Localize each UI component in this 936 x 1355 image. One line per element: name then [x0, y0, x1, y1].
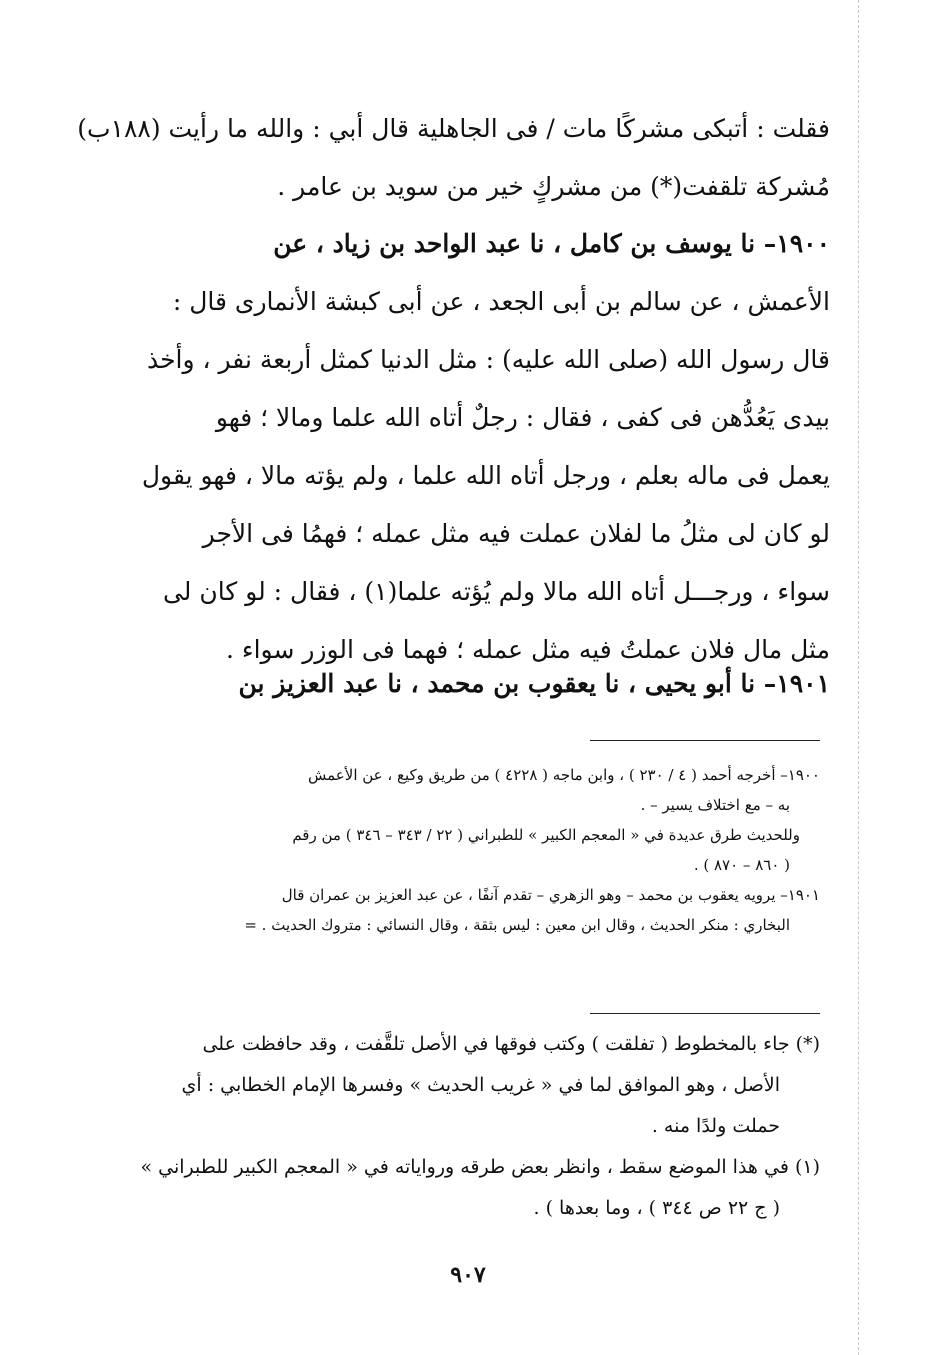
text-line: قال رسول الله (صلى الله عليه) : مثل الدنيا كمثل أربعة نفر ، وأخذ	[146, 345, 830, 374]
takhrij-footnotes	[120, 760, 820, 940]
notes-separator	[590, 1013, 820, 1014]
page-number: ٩٠٧	[450, 1262, 486, 1288]
text-line: فقلت : أتبكى مشركًا مات / فى الجاهلية قال أبي : والله ما رأيت (١٨٨ب)	[77, 114, 830, 143]
footnote-line: به – مع اختلاف يسير – .	[640, 796, 790, 814]
text-line: مُشركة تلقفت(*) من مشركٍ خير من سويد بن عامر .	[277, 172, 830, 201]
page-edge-line	[858, 0, 859, 1355]
text-line: مثل مال فلان عملتُ فيه مثل عمله ؛ فهما فى الوزر سواء .	[225, 635, 830, 664]
text-line: سواء ، ورجـــل أتاه الله مالا ولم يُؤته علما(١) ، فقال : لو كان لى	[162, 577, 830, 606]
hadith-1900	[40, 215, 830, 679]
footnote-line: البخاري : منكر الحديث ، وقال ابن معين : ليس بثقة ، وقال النسائي : متروك الحديث . =	[244, 916, 790, 934]
text-line: الأعمش ، عن سالم بن أبى الجعد ، عن أبى كبشة الأنمارى قال :	[172, 287, 830, 316]
footnote-line: ( ٨٦٠ – ٨٧٠ ) .	[693, 856, 790, 874]
text-line: يعمل فى ماله بعلم ، ورجل أتاه الله علما ، ولم يؤته مالا ، فهو يقول	[141, 461, 830, 490]
continuation-text	[40, 100, 830, 216]
hadith-1901	[40, 655, 830, 713]
note-line: (*) جاء بالمخطوط ( تفلقت ) وكتب فوقها في الأصل تلقَّفت ، وقد حافظت على	[202, 1033, 820, 1055]
note-line: حملت ولدًا منه .	[651, 1115, 780, 1137]
footnote-line: وللحديث طرق عديدة في « المعجم الكبير » للطبراني ( ٢٢ / ٣٤٣ – ٣٤٦ ) من رقم	[292, 826, 800, 844]
footnote-line: ١٩٠١– يرويه يعقوب بن محمد – وهو الزهري – تقدم آنفًا ، عن عبد العزيز بن عمران قال	[281, 886, 820, 904]
hadith-1901-isnad-line: ١٩٠١– نا أبو يحيى ، نا يعقوب بن محمد ، نا عبد العزيز بن	[238, 669, 830, 698]
editor-notes	[100, 1024, 820, 1229]
note-line: الأصل ، وهو الموافق لما في « غريب الحديث » وفسرها الإمام الخطابي : أي	[181, 1074, 780, 1096]
note-line: (١) في هذا الموضع سقط ، وانظر بعض طرقه ورواياته في « المعجم الكبير للطبراني »	[140, 1156, 820, 1178]
footnote-line: ١٩٠٠– أخرجه أحمد ( ٤ / ٢٣٠ ) ، وابن ماجه ( ٤٢٢٨ ) من طريق وكيع ، عن الأعمش	[308, 766, 820, 784]
hadith-1900-isnad-line: ١٩٠٠– نا يوسف بن كامل ، نا عبد الواحد بن زياد ، عن	[273, 229, 830, 258]
text-line: بيدى يَعُدُّهن فى كفى ، فقال : رجلٌ أتاه الله علما ومالا ؛ فهو	[215, 403, 830, 432]
footnote-separator	[590, 740, 820, 741]
note-line: ( ج ٢٢ ص ٣٤٤ ) ، وما بعدها ) .	[533, 1197, 780, 1219]
text-line: لو كان لى مثلُ ما لفلان عملت فيه مثل عمله ؛ فهمُا فى الأجر	[202, 519, 830, 548]
